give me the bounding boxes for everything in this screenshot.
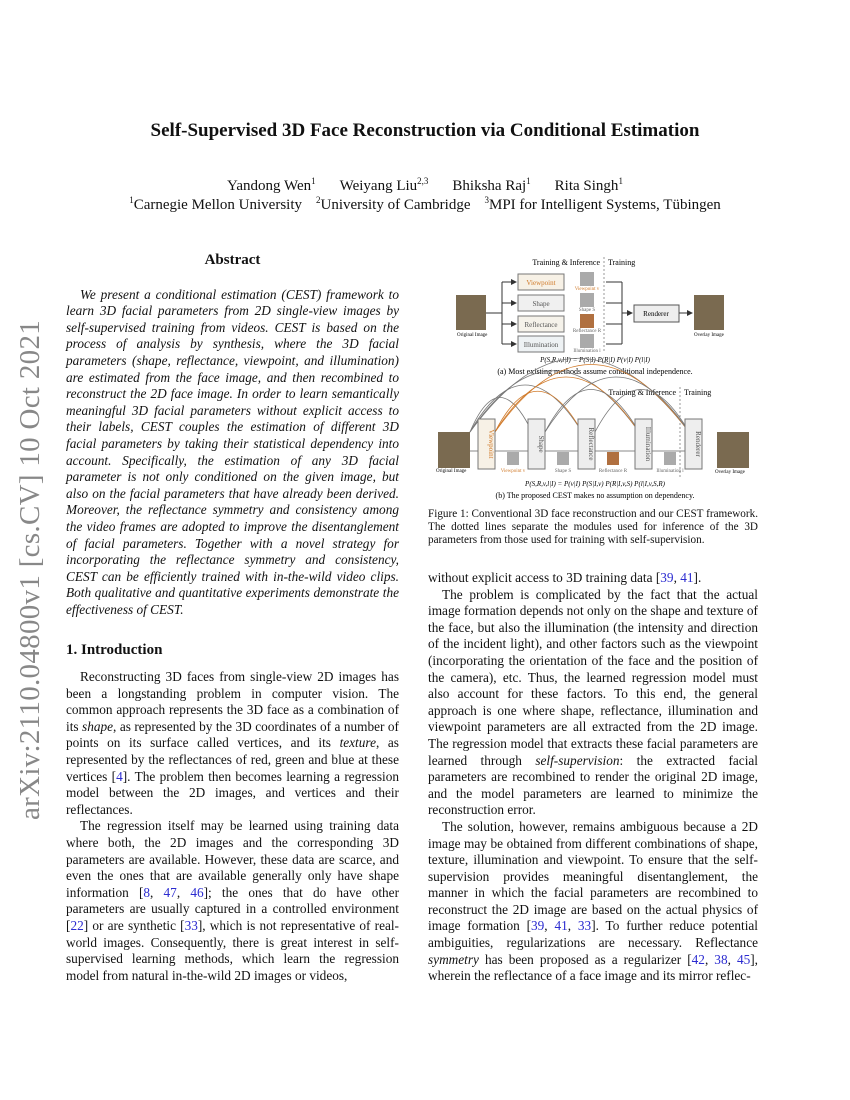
citation-link[interactable]: 39 bbox=[531, 918, 545, 934]
output-thumbnail-b bbox=[607, 452, 619, 465]
renderer-label: Renderer bbox=[643, 310, 669, 318]
citation-link[interactable]: 41 bbox=[554, 918, 568, 934]
citation-link[interactable]: 39 bbox=[660, 570, 674, 585]
affiliation: $^1$Carnegie Mellon University bbox=[129, 195, 302, 213]
text-run: , as represented by the 3D coordinates of a number of points on its surface called vertices, and its bbox=[66, 718, 399, 751]
abstract-heading: Abstract bbox=[204, 252, 261, 268]
paper-title: Self-Supervised 3D Face Reconstruction via Conditional Estimation bbox=[150, 120, 700, 141]
citation-link[interactable]: 33 bbox=[184, 917, 198, 933]
output-thumbnail-b bbox=[507, 452, 519, 465]
paragraph bbox=[66, 818, 399, 984]
left-column bbox=[66, 252, 399, 984]
author-list bbox=[0, 176, 850, 195]
text-run: Reconstructing 3D faces from single-view 2D images has been a longstanding problem in computer vision. The common approach represents the 3D face as a combination of its bbox=[66, 669, 399, 734]
affiliation: $^3$MPI for Intelligent Systems, Tübingen bbox=[484, 195, 721, 213]
output-thumbnail bbox=[580, 293, 594, 307]
paragraph bbox=[428, 587, 758, 819]
text-run: ], which is not representative of real-world images. Consequently, there is great interest in self-supervised learning methods, which learn the regression model from natural in-the-wild 2D images or videos, bbox=[66, 917, 399, 983]
label-training: Training bbox=[608, 258, 636, 267]
overlay-image-label-b: Overlay Image bbox=[715, 470, 745, 475]
paragraph bbox=[66, 669, 399, 818]
text-run: , bbox=[544, 918, 555, 934]
text-run: , as represented by the reflectances of red, green and blue at these vertices [ bbox=[66, 735, 399, 784]
figure-caption: Figure 1: Conventional 3D face reconstruction and our CEST framework. The dotted lines separate the modules used for inference of the 3D parameters from those used for training with self-supervision. bbox=[428, 508, 758, 547]
author-name: Weiyang Liu$^{2,3}$ bbox=[339, 176, 429, 194]
text-run: ]. The problem then becomes learning a regression model between the 2D images, and vertices and their reflectances. bbox=[66, 768, 399, 817]
original-image-label-b: Original Image bbox=[436, 469, 467, 474]
overlay-image-face-b bbox=[717, 432, 749, 468]
text-run: ]. bbox=[693, 570, 702, 585]
module-b-3: Illumination bbox=[644, 426, 652, 462]
abstract-text: We present a conditional estimation (CEST) framework to learn 3D facial parameters from 2D single-view images by self-supervised training from videos. CEST is based on the process of analysis by synthesis, where the 3D facial parameters (shape, reflectance, viewpoint, and illumination) are estimated from the face image, and then recombined to reconstruct the 2D face image. In order to learn semantically meaningful 3D facial parameters without explicit access to their labels, CEST couples the estimation of different 3D facial parameters by taking their statistical dependency into account. Specifically, the estimation of any 3D facial parameter is not only conditioned on the given image, but also on the facial parameters that have already been derived. Moreover, the reflectance symmetry and consistency among the video frames are adopted to improve the disentanglement of facial parameters. Together with a novel strategy for incorporating the reflectance symmetry and consistency, CEST can be efficiently trained with in-the-wild video clips. Both qualitative and quantitative experiments demonstrate the effectiveness of CEST. bbox=[66, 286, 399, 617]
author-name: Rita Singh$^1$ bbox=[554, 176, 623, 194]
text-run: ]; the ones that do have other parameters are usually captured in a controlled environment [ bbox=[66, 884, 400, 933]
emphasis: symmetry bbox=[428, 951, 479, 967]
figure-1 bbox=[430, 252, 760, 512]
text-run: The problem is complicated by the fact that the actual image formation depends not only on the shape and texture of the face, but also the illumination (the intensity and direction of the incident light), and other factors such as the viewpoint (incorporating the orientation of the face and the position of the camera), etc. Thus, the learned regression model must also account for these factors. To this end, the general approach is one where shape, reflectance, illumination and viewpoint parameters are all extracted from the 2D image. The regression model that extracts these facial parameters are learned through bbox=[428, 586, 758, 768]
author-name: Yandong Wen$^1$ bbox=[227, 176, 316, 194]
subcaption-a: (a) Most existing methods assume conditional independence. bbox=[497, 367, 693, 376]
output-thumbnail-b bbox=[664, 452, 676, 465]
emphasis: self-supervision bbox=[535, 752, 620, 768]
label-train-inference-b: Training & Inference bbox=[608, 388, 676, 397]
output-label-b: Reflectance R bbox=[598, 469, 628, 474]
output-label: Viewpoint v bbox=[574, 287, 600, 292]
output-thumbnail-b bbox=[557, 452, 569, 465]
output-label: Shape S bbox=[578, 308, 596, 313]
original-image-face-b bbox=[438, 432, 470, 468]
text-run: : the extracted facial parameters are recombined to render the original 2D image, and the model parameters are learned to minimize the reconstruction error. bbox=[428, 752, 759, 818]
output-label-b: Illumination l bbox=[656, 469, 684, 474]
output-thumbnail bbox=[580, 314, 594, 328]
module-b-2: Reflectance bbox=[587, 427, 595, 461]
output-label-b: Viewpoint v bbox=[500, 469, 526, 474]
citation-link[interactable]: 33 bbox=[577, 918, 592, 934]
module-viewpoint: Viewpoint bbox=[526, 279, 556, 287]
text-run: , bbox=[673, 570, 681, 585]
emphasis: texture bbox=[339, 735, 376, 751]
output-label: Reflectance R bbox=[572, 329, 602, 334]
module-illumination: Illumination bbox=[523, 341, 559, 349]
text-run: The solution, however, remains ambiguous because a 2D image may be obtained from different combinations of shape, texture, illumination and viewpoint. To ensure that the self-supervision provides meaningful disentanglement, the manner in which the facial parameters are recombined to reconstruct the 2D image are based on the actual physics of image formation [ bbox=[428, 818, 758, 934]
output-label-b: Shape S bbox=[554, 469, 572, 474]
text-run: has been proposed as a regularizer [ bbox=[478, 951, 692, 967]
label-training-b: Training bbox=[684, 388, 712, 397]
overlay-image-label: Overlay Image bbox=[694, 333, 724, 338]
right-column bbox=[428, 570, 758, 985]
section-heading-introduction: 1. Introduction bbox=[66, 642, 163, 659]
text-run: , bbox=[150, 884, 164, 900]
original-image-label: Original Image bbox=[457, 333, 488, 338]
text-run: ] or are synthetic [ bbox=[83, 917, 185, 933]
author-name: Bhiksha Raj$^1$ bbox=[452, 176, 531, 194]
emphasis: shape bbox=[82, 718, 114, 734]
original-image-face bbox=[456, 295, 486, 330]
citation-link[interactable]: 8 bbox=[143, 884, 151, 900]
output-label: Illumination l bbox=[573, 349, 601, 354]
citation-link[interactable]: 38 bbox=[714, 951, 728, 967]
text-run: , bbox=[704, 951, 715, 967]
overlay-image-face bbox=[694, 295, 724, 330]
citation-link[interactable]: 22 bbox=[70, 917, 84, 933]
output-thumbnail bbox=[580, 334, 594, 348]
module-reflectance: Reflectance bbox=[524, 321, 558, 329]
module-b-0: Viewpoint bbox=[487, 429, 495, 459]
citation-link[interactable]: 47 bbox=[163, 884, 177, 900]
arxiv-sidebar-id: arXiv:2110.04800v1 [cs.CV] 10 Oct 2021 bbox=[14, 319, 46, 820]
text-run: without explicit access to 3D training data [ bbox=[428, 570, 661, 585]
module-b-1: Shape bbox=[537, 435, 545, 453]
citation-link[interactable]: 46 bbox=[190, 884, 204, 900]
module-b-4: Renderer bbox=[694, 431, 702, 457]
text-run: The regression itself may be learned using training data where both, the 2D images and the corresponding 3D parameters are available. However, these data are scarce, and even the ones that are available generally only have shape information [ bbox=[66, 818, 399, 900]
affiliation: $^2$University of Cambridge bbox=[316, 195, 471, 213]
paragraph bbox=[428, 819, 758, 985]
affiliation-list bbox=[0, 195, 850, 214]
label-train-inference: Training & Inference bbox=[532, 258, 600, 267]
text-run: ]. To further reduce potential ambiguities, regularizations are necessary. Reflectance bbox=[428, 918, 758, 951]
text-run: , bbox=[176, 884, 191, 900]
text-run: , bbox=[567, 918, 578, 934]
citation-link[interactable]: 4 bbox=[116, 768, 123, 784]
paragraph bbox=[428, 570, 758, 587]
output-thumbnail bbox=[580, 272, 594, 286]
citation-link[interactable]: 42 bbox=[691, 951, 705, 967]
citation-link[interactable]: 45 bbox=[736, 951, 751, 967]
citation-link[interactable]: 41 bbox=[680, 570, 694, 585]
subcaption-b: (b) The proposed CEST makes no assumption on dependency. bbox=[495, 491, 695, 500]
equation-b: P(S,R,v,l|I) = P(v|I) P(S|I,v) P(R|I,v,S) P(l|I,v,S,R) bbox=[525, 480, 665, 488]
text-run: ], wherein the reflectance of a face image and its mirror reflec- bbox=[428, 951, 758, 984]
equation-a: P(S,R,v,l|I) = P(S|I) P(R|I) P(v|I) P(l|I) bbox=[540, 356, 650, 364]
module-shape: Shape bbox=[532, 300, 550, 308]
text-run: , bbox=[727, 951, 737, 967]
